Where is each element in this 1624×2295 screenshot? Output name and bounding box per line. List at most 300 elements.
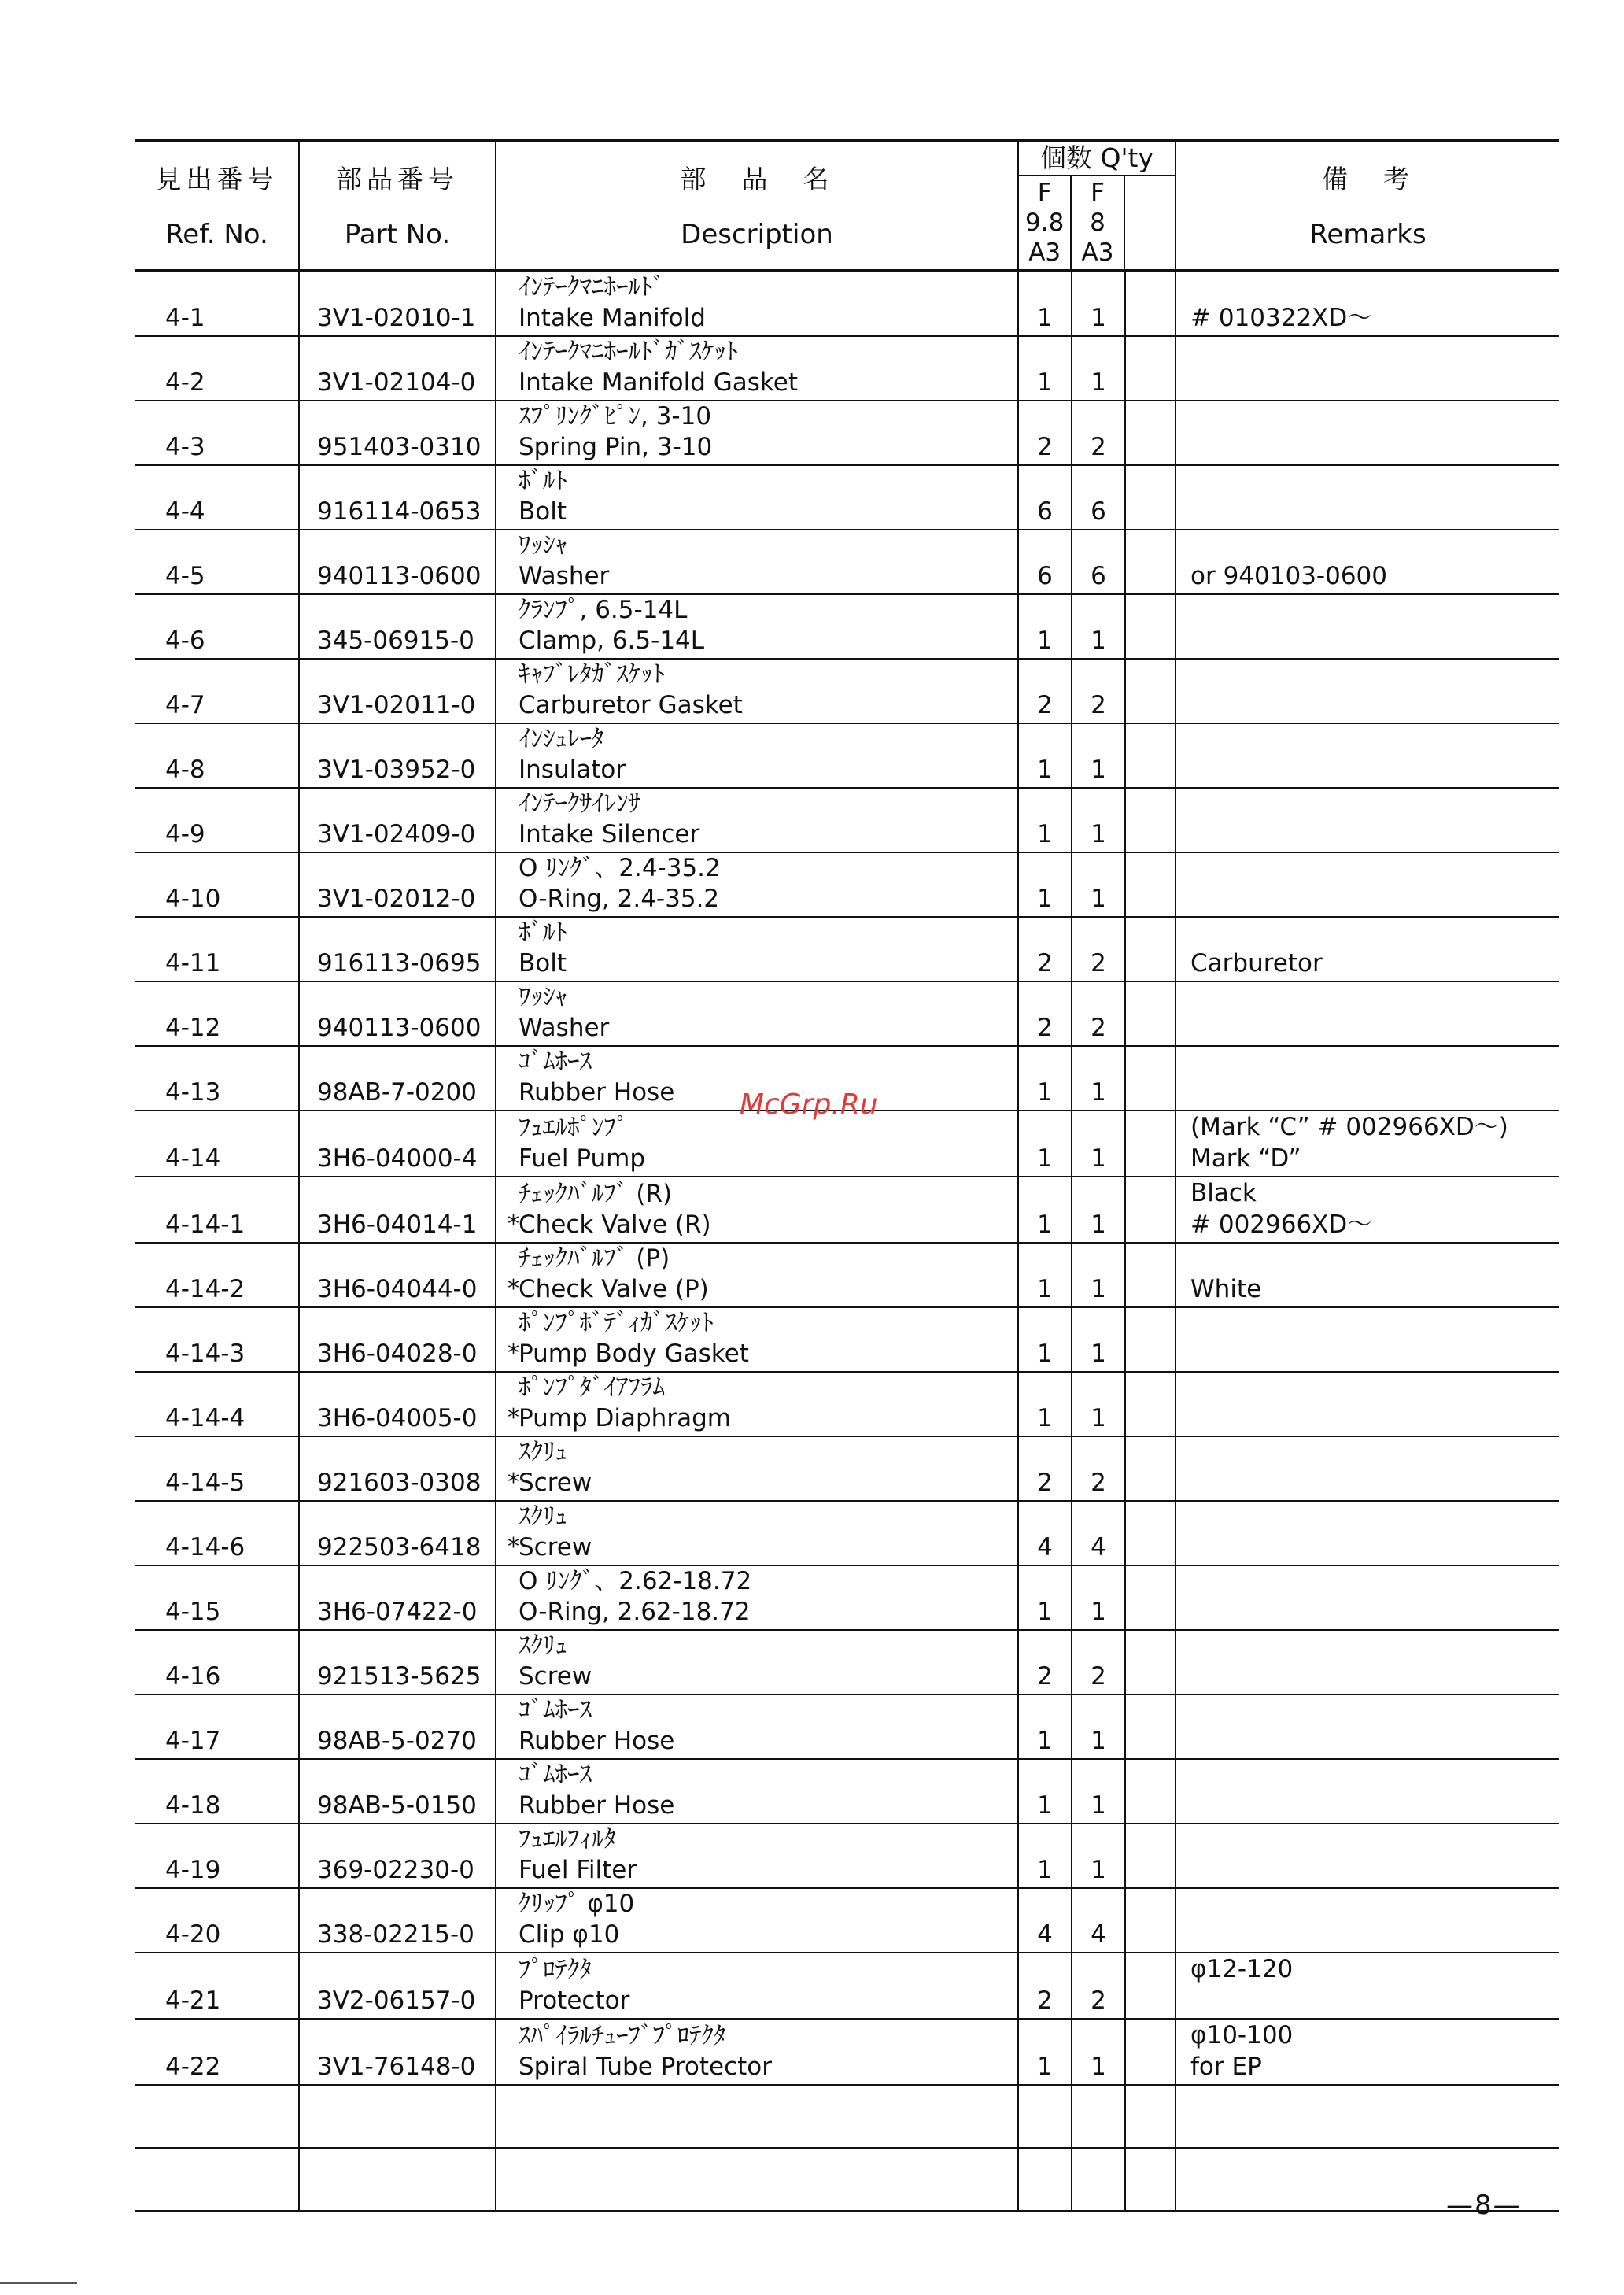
header-ref-en: Ref. No.	[165, 219, 268, 250]
sub-part-marker: *	[507, 1404, 519, 1432]
remarks-line1	[1190, 853, 1559, 883]
part-no-cell: 940113-0600	[299, 981, 496, 1046]
qty-extra-cell	[1125, 1888, 1176, 1953]
ref-no-cell: 4-5	[135, 530, 299, 594]
description-jp: ｽｸﾘｭ	[519, 1502, 567, 1531]
header-remarks	[1176, 140, 1559, 271]
ref-no-cell: 4-14-1	[135, 1177, 299, 1243]
description-jp: ﾁｪｯｸﾊﾞﾙﾌﾞ (P)	[519, 1244, 670, 1273]
description-en: Washer	[519, 562, 610, 590]
remarks-line2	[1190, 689, 1559, 721]
remarks-line2	[1190, 1919, 1559, 1950]
remarks-cell	[1176, 1436, 1559, 1501]
ref-no-cell: 4-14-4	[135, 1372, 299, 1436]
qty-f98-cell: 1	[1018, 271, 1072, 336]
part-no-cell: 3V1-02012-0	[299, 852, 496, 917]
table-row	[135, 1372, 1559, 1436]
remarks-line2	[1190, 1338, 1559, 1369]
qty-extra-cell	[1125, 723, 1176, 788]
table-row	[135, 981, 1559, 1046]
table-row	[135, 1694, 1559, 1759]
part-no-cell: 3H6-04005-0	[299, 1372, 496, 1436]
sub-part-marker: *	[507, 1340, 519, 1367]
remarks-line1	[1190, 1631, 1559, 1661]
qty-extra-cell	[1125, 1046, 1176, 1111]
qty-f98-cell: 1	[1018, 1372, 1072, 1436]
part-no-cell: 3H6-07422-0	[299, 1565, 496, 1630]
qty-f8-cell: 2	[1072, 401, 1125, 465]
qty-extra-cell	[1125, 1565, 1176, 1630]
ref-no-cell: 4-9	[135, 788, 299, 852]
ref-no-cell: 4-11	[135, 917, 299, 981]
description-en: O-Ring, 2.62-18.72	[519, 1598, 751, 1626]
qty-col2-line1: F	[1091, 179, 1105, 207]
qty-f98-cell: 1	[1018, 2019, 1072, 2085]
remarks-line2	[1190, 1402, 1559, 1434]
remarks-line1: φ12-120	[1190, 1955, 1294, 1983]
remarks-cell	[1176, 594, 1559, 659]
qty-extra-cell	[1125, 271, 1176, 336]
description-cell	[496, 594, 1018, 659]
qty-f98-cell: 4	[1018, 1888, 1072, 1953]
remarks-line1	[1190, 337, 1559, 367]
remarks-cell	[1176, 788, 1559, 852]
ref-no-cell: 4-15	[135, 1565, 299, 1630]
description-en: Bolt	[519, 949, 567, 978]
table-row	[135, 336, 1559, 401]
part-no-cell: 916113-0695	[299, 917, 496, 981]
remarks-line1	[1190, 1502, 1559, 1532]
empty-cell	[1072, 2148, 1125, 2211]
part-no-cell: 3V2-06157-0	[299, 1953, 496, 2019]
table-row	[135, 1888, 1559, 1953]
remarks-line2	[1190, 1077, 1559, 1108]
ref-no-cell: 4-17	[135, 1694, 299, 1759]
table-row	[135, 1565, 1559, 1630]
part-no-cell: 922503-6418	[299, 1501, 496, 1565]
remarks-line2: Carburetor	[1190, 949, 1323, 978]
remarks-cell	[1176, 465, 1559, 530]
part-no-cell: 3H6-04028-0	[299, 1307, 496, 1372]
empty-cell	[1018, 2148, 1072, 2211]
remarks-line1	[1190, 272, 1559, 302]
remarks-line2	[1190, 819, 1559, 850]
remarks-line1	[1190, 1824, 1559, 1854]
remarks-cell	[1176, 1177, 1559, 1243]
qty-f98-cell: 1	[1018, 1307, 1072, 1372]
qty-f8-cell: 1	[1072, 1759, 1125, 1824]
ref-no-cell: 4-4	[135, 465, 299, 530]
remarks-line1	[1190, 1695, 1559, 1725]
part-no-cell: 98AB-7-0200	[299, 1046, 496, 1111]
table-row	[135, 1759, 1559, 1824]
remarks-line2	[1190, 1532, 1559, 1563]
qty-f8-cell: 1	[1072, 788, 1125, 852]
qty-f8-cell: 1	[1072, 1824, 1125, 1888]
empty-cell	[1072, 2085, 1125, 2148]
empty-cell	[1125, 2085, 1176, 2148]
qty-f98-cell: 1	[1018, 1694, 1072, 1759]
table-row	[135, 1177, 1559, 1243]
description-cell	[496, 981, 1018, 1046]
empty-cell	[496, 2085, 1018, 2148]
qty-extra-cell	[1125, 1307, 1176, 1372]
table-row	[135, 659, 1559, 723]
qty-f98-cell: 6	[1018, 465, 1072, 530]
part-no-cell: 345-06915-0	[299, 594, 496, 659]
remarks-line2: # 010322XD～	[1190, 304, 1372, 332]
description-en: Rubber Hose	[519, 1078, 675, 1107]
ref-no-cell: 4-22	[135, 2019, 299, 2085]
remarks-line1	[1190, 982, 1559, 1012]
remarks-line1	[1190, 660, 1559, 689]
part-no-cell: 921603-0308	[299, 1436, 496, 1501]
description-cell	[496, 852, 1018, 917]
qty-f8-cell: 1	[1072, 1307, 1125, 1372]
part-no-cell: 951403-0310	[299, 401, 496, 465]
remarks-line2	[1190, 1985, 1559, 2016]
description-cell	[496, 1307, 1018, 1372]
table-row	[135, 271, 1559, 336]
qty-f98-cell: 1	[1018, 723, 1072, 788]
qty-f8-cell: 1	[1072, 1111, 1125, 1177]
header-part-en: Part No.	[344, 219, 451, 250]
table-row	[135, 594, 1559, 659]
description-en: Fuel Filter	[519, 1856, 637, 1884]
part-no-cell: 3H6-04044-0	[299, 1243, 496, 1307]
qty-f98-cell: 2	[1018, 659, 1072, 723]
description-jp: ｸﾘｯﾌﾟ φ10	[519, 1890, 635, 1918]
remarks-cell	[1176, 1565, 1559, 1630]
qty-f98-cell: 2	[1018, 1436, 1072, 1501]
qty-extra-cell	[1125, 1243, 1176, 1307]
description-en: Check Valve (P)	[519, 1275, 709, 1303]
remarks-line1	[1190, 1566, 1559, 1596]
part-no-cell: 921513-5625	[299, 1630, 496, 1694]
qty-extra-cell	[1125, 1953, 1176, 2019]
remarks-cell	[1176, 271, 1559, 336]
qty-f8-cell: 2	[1072, 1630, 1125, 1694]
qty-f98-cell: 1	[1018, 336, 1072, 401]
remarks-line1	[1190, 1047, 1559, 1077]
remarks-cell	[1176, 401, 1559, 465]
qty-col1-line1: F	[1037, 179, 1052, 207]
description-jp: ｽﾊﾟｲﾗﾙﾁｭｰﾌﾞﾌﾟﾛﾃｸﾀ	[519, 2022, 726, 2050]
qty-extra-cell	[1125, 1759, 1176, 1824]
qty-extra-cell	[1125, 1177, 1176, 1243]
ref-no-cell: 4-20	[135, 1888, 299, 1953]
description-jp: ｺﾞﾑﾎｰｽ	[519, 1048, 592, 1076]
description-cell	[496, 1565, 1018, 1630]
description-jp: ﾎﾞﾙﾄ	[519, 918, 567, 947]
qty-extra-cell	[1125, 401, 1176, 465]
header-qty-label: 個数 Q'ty	[1019, 142, 1175, 176]
remarks-line1	[1190, 1373, 1559, 1402]
qty-f8-cell: 1	[1072, 723, 1125, 788]
remarks-cell	[1176, 530, 1559, 594]
qty-f8-cell: 2	[1072, 1953, 1125, 2019]
qty-f98-cell: 2	[1018, 917, 1072, 981]
qty-f98-cell: 1	[1018, 1759, 1072, 1824]
description-jp: ﾌｭｴﾙﾌｨﾙﾀ	[519, 1825, 616, 1853]
ref-no-cell: 4-1	[135, 271, 299, 336]
qty-f8-cell: 1	[1072, 852, 1125, 917]
description-cell	[496, 271, 1018, 336]
qty-f8-cell: 1	[1072, 1046, 1125, 1111]
description-cell	[496, 1888, 1018, 1953]
remarks-line1	[1190, 789, 1559, 819]
header-desc-jp: 部 品 名	[680, 164, 834, 194]
description-jp: O ﾘﾝｸﾞ、2.62-18.72	[519, 1567, 752, 1595]
qty-f8-cell: 4	[1072, 1888, 1125, 1953]
description-en: Intake Silencer	[519, 820, 700, 848]
description-en: Rubber Hose	[519, 1727, 675, 1755]
empty-cell	[496, 2148, 1018, 2211]
ref-no-cell: 4-13	[135, 1046, 299, 1111]
remarks-line2	[1190, 367, 1559, 398]
remarks-cell	[1176, 2019, 1559, 2085]
table-row	[135, 852, 1559, 917]
remarks-cell	[1176, 1111, 1559, 1177]
qty-extra-cell	[1125, 2019, 1176, 2085]
qty-f98-cell: 1	[1018, 1824, 1072, 1888]
empty-cell	[299, 2148, 496, 2211]
part-no-cell: 3V1-02010-1	[299, 271, 496, 336]
header-remarks-en: Remarks	[1309, 219, 1427, 250]
ref-no-cell: 4-2	[135, 336, 299, 401]
remarks-line2	[1190, 496, 1559, 527]
qty-extra-cell	[1125, 1630, 1176, 1694]
sub-part-marker: *	[507, 1533, 519, 1561]
ref-no-cell: 4-8	[135, 723, 299, 788]
remarks-cell	[1176, 1824, 1559, 1888]
qty-f98-cell: 1	[1018, 788, 1072, 852]
description-cell	[496, 2019, 1018, 2085]
remarks-line1: (Mark “C” # 002966XD～)	[1190, 1113, 1508, 1141]
bottom-rule	[0, 2282, 77, 2284]
ref-no-cell: 4-10	[135, 852, 299, 917]
description-jp: ｲﾝﾃｰｸｻｲﾚﾝｻ	[519, 789, 640, 818]
part-no-cell: 3V1-76148-0	[299, 2019, 496, 2085]
ref-no-cell: 4-16	[135, 1630, 299, 1694]
remarks-cell	[1176, 1759, 1559, 1824]
qty-f8-cell: 6	[1072, 530, 1125, 594]
qty-extra-cell	[1125, 336, 1176, 401]
description-en: Screw	[519, 1662, 592, 1691]
qty-f8-cell: 1	[1072, 336, 1125, 401]
description-jp: ｺﾞﾑﾎｰｽ	[519, 1761, 592, 1789]
part-no-cell: 3H6-04014-1	[299, 1177, 496, 1243]
remarks-line1: Black	[1190, 1179, 1257, 1207]
description-en: Intake Manifold	[519, 304, 706, 332]
ref-no-cell: 4-14-3	[135, 1307, 299, 1372]
remarks-cell	[1176, 1501, 1559, 1565]
description-jp: ｸﾗﾝﾌﾟ, 6.5-14L	[519, 596, 688, 624]
qty-f8-cell: 1	[1072, 1694, 1125, 1759]
remarks-line1	[1190, 1437, 1559, 1467]
empty-cell	[135, 2148, 299, 2211]
remarks-line2: for EP	[1190, 2053, 1262, 2081]
remarks-cell	[1176, 1953, 1559, 2019]
empty-row	[135, 2148, 1559, 2211]
description-cell	[496, 336, 1018, 401]
remarks-line2	[1190, 431, 1559, 463]
table-row	[135, 1436, 1559, 1501]
qty-col1-line2: 9.8	[1025, 209, 1065, 237]
qty-f8-cell: 2	[1072, 1436, 1125, 1501]
qty-f8-cell: 2	[1072, 981, 1125, 1046]
description-jp: ﾌｭｴﾙﾎﾟﾝﾌﾟ	[519, 1114, 629, 1142]
header-qty-col3	[1125, 176, 1175, 269]
remarks-cell	[1176, 852, 1559, 917]
header-qty	[1018, 140, 1176, 271]
qty-col2-line2: 8	[1090, 209, 1105, 237]
description-cell	[496, 1501, 1018, 1565]
qty-col1-line3: A3	[1028, 238, 1061, 267]
qty-extra-cell	[1125, 1372, 1176, 1436]
description-en: Pump Body Gasket	[519, 1340, 749, 1368]
remarks-cell	[1176, 1888, 1559, 1953]
part-no-cell: 98AB-5-0150	[299, 1759, 496, 1824]
description-en: Washer	[519, 1014, 610, 1042]
watermark: McGrp.Ru	[740, 1088, 878, 1121]
empty-cell	[1018, 2085, 1072, 2148]
remarks-line1	[1190, 401, 1559, 431]
ref-no-cell: 4-3	[135, 401, 299, 465]
remarks-line2: # 002966XD～	[1190, 1210, 1372, 1239]
qty-f98-cell: 2	[1018, 981, 1072, 1046]
table-row	[135, 2019, 1559, 2085]
qty-f8-cell: 2	[1072, 917, 1125, 981]
table-row	[135, 401, 1559, 465]
qty-f8-cell: 1	[1072, 2019, 1125, 2085]
qty-f8-cell: 1	[1072, 1565, 1125, 1630]
description-jp: ﾜｯｼｬ	[519, 531, 567, 560]
ref-no-cell: 4-19	[135, 1824, 299, 1888]
remarks-line2	[1190, 1854, 1559, 1886]
description-en: Check Valve (R)	[519, 1210, 711, 1239]
qty-f98-cell: 1	[1018, 1243, 1072, 1307]
remarks-cell	[1176, 1307, 1559, 1372]
table-row	[135, 917, 1559, 981]
remarks-line1	[1190, 1760, 1559, 1790]
part-no-cell: 338-02215-0	[299, 1888, 496, 1953]
ref-no-cell: 4-18	[135, 1759, 299, 1824]
table-row	[135, 1243, 1559, 1307]
remarks-cell	[1176, 336, 1559, 401]
qty-f98-cell: 1	[1018, 594, 1072, 659]
description-cell	[496, 1630, 1018, 1694]
description-en: Carburetor Gasket	[519, 691, 743, 719]
description-en: Rubber Hose	[519, 1791, 675, 1820]
qty-f8-cell: 1	[1072, 1243, 1125, 1307]
remarks-cell	[1176, 1372, 1559, 1436]
qty-f8-cell: 2	[1072, 659, 1125, 723]
remarks-line1	[1190, 530, 1559, 560]
description-jp: ﾌﾟﾛﾃｸﾀ	[519, 1956, 592, 1984]
remarks-cell	[1176, 659, 1559, 723]
description-cell	[496, 1177, 1018, 1243]
description-jp: ｽｸﾘｭ	[519, 1438, 567, 1466]
qty-extra-cell	[1125, 465, 1176, 530]
ref-no-cell: 4-6	[135, 594, 299, 659]
remarks-cell	[1176, 981, 1559, 1046]
qty-f98-cell: 4	[1018, 1501, 1072, 1565]
qty-extra-cell	[1125, 594, 1176, 659]
remarks-line1	[1190, 595, 1559, 625]
remarks-cell	[1176, 1630, 1559, 1694]
remarks-line2	[1190, 1596, 1559, 1628]
remarks-line1	[1190, 918, 1559, 948]
remarks-line2	[1190, 1012, 1559, 1044]
table-row	[135, 1630, 1559, 1694]
ref-no-cell: 4-12	[135, 981, 299, 1046]
description-en: Fuel Pump	[519, 1144, 645, 1173]
remarks-line2	[1190, 625, 1559, 656]
table-row	[135, 1824, 1559, 1888]
qty-extra-cell	[1125, 1111, 1176, 1177]
table-row	[135, 723, 1559, 788]
remarks-line2	[1190, 1661, 1559, 1692]
qty-f8-cell: 1	[1072, 271, 1125, 336]
description-en: Pump Diaphragm	[519, 1404, 731, 1432]
description-cell	[496, 1759, 1018, 1824]
remarks-line2	[1190, 754, 1559, 785]
qty-extra-cell	[1125, 1436, 1176, 1501]
header-ref	[135, 140, 299, 271]
description-jp: ｲﾝｼｭﾚｰﾀ	[519, 725, 604, 753]
description-jp: ｲﾝﾃｰｸﾏﾆﾎｰﾙﾄﾞｶﾞｽｹｯﾄ	[519, 338, 738, 366]
description-cell	[496, 1953, 1018, 2019]
part-no-cell: 3H6-04000-4	[299, 1111, 496, 1177]
sub-part-marker: *	[507, 1210, 519, 1238]
page-number: —8—	[1446, 2190, 1522, 2221]
remarks-cell	[1176, 1243, 1559, 1307]
qty-f98-cell: 2	[1018, 401, 1072, 465]
sub-part-marker: *	[507, 1275, 519, 1303]
description-en: Insulator	[519, 756, 626, 784]
parts-table	[135, 139, 1559, 2212]
description-en: Spring Pin, 3-10	[519, 433, 713, 461]
part-no-cell: 369-02230-0	[299, 1824, 496, 1888]
table-row	[135, 465, 1559, 530]
description-jp: ｽﾌﾟﾘﾝｸﾞﾋﾟﾝ, 3-10	[519, 402, 712, 431]
remarks-line2: Mark “D”	[1190, 1144, 1301, 1173]
ref-no-cell: 4-21	[135, 1953, 299, 2019]
header-desc	[496, 140, 1018, 271]
ref-no-cell: 4-7	[135, 659, 299, 723]
description-cell	[496, 723, 1018, 788]
qty-f8-cell: 6	[1072, 465, 1125, 530]
description-jp: ｺﾞﾑﾎｰｽ	[519, 1696, 592, 1724]
remarks-cell	[1176, 917, 1559, 981]
description-jp: ｷｬﾌﾞﾚﾀｶﾞｽｹｯﾄ	[519, 660, 665, 689]
table-row	[135, 530, 1559, 594]
remarks-line2	[1190, 883, 1559, 915]
qty-extra-cell	[1125, 852, 1176, 917]
description-cell	[496, 465, 1018, 530]
table-body	[135, 271, 1559, 2211]
table-header	[135, 140, 1559, 271]
qty-extra-cell	[1125, 659, 1176, 723]
qty-f8-cell: 4	[1072, 1501, 1125, 1565]
empty-cell	[1176, 2085, 1559, 2148]
qty-f98-cell: 2	[1018, 1630, 1072, 1694]
header-remarks-jp: 備 考	[1322, 164, 1415, 194]
qty-f98-cell: 2	[1018, 1953, 1072, 2019]
description-en: Clip φ10	[519, 1920, 620, 1949]
remarks-line1	[1190, 724, 1559, 754]
